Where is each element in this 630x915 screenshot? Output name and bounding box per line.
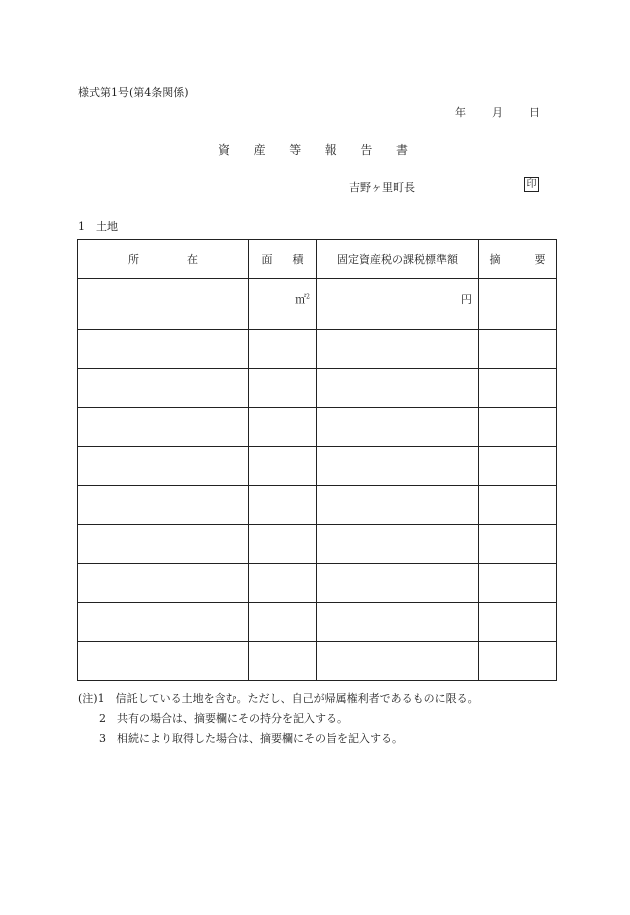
cell-area[interactable] [249, 279, 317, 330]
note-text: 1 信託している土地を含む。ただし、自己が帰属権利者であるものに限る。 [97, 692, 479, 705]
section-heading: 1 土地 [78, 220, 118, 233]
note-text: 2 共有の場合は、摘要欄にその持分を記入する。 [99, 712, 348, 725]
cell-remarks[interactable] [479, 279, 557, 330]
note-item [78, 709, 479, 729]
note-item [78, 729, 479, 749]
date-month: 月 [492, 106, 503, 119]
cell-location[interactable] [78, 564, 249, 603]
cell-location[interactable] [78, 330, 249, 369]
cell-tax-base[interactable] [317, 642, 479, 681]
table-row [78, 447, 557, 486]
cell-location[interactable] [78, 603, 249, 642]
cell-tax-base[interactable] [317, 369, 479, 408]
table-row [78, 330, 557, 369]
cell-tax-base[interactable] [317, 564, 479, 603]
cell-location[interactable] [78, 642, 249, 681]
cell-remarks[interactable] [479, 330, 557, 369]
cell-remarks[interactable] [479, 486, 557, 525]
cell-remarks[interactable] [479, 408, 557, 447]
table-row [78, 525, 557, 564]
header-location [78, 240, 249, 279]
title-char: 等 [289, 143, 302, 157]
cell-area[interactable] [249, 369, 317, 408]
cell-area[interactable] [249, 330, 317, 369]
header-remarks [479, 240, 557, 279]
cell-tax-base[interactable] [317, 486, 479, 525]
note-prefix: (注) [78, 692, 98, 705]
land-table [77, 239, 557, 681]
header-location-char: 所 [128, 253, 139, 266]
title-char: 資 [218, 143, 231, 157]
cell-area[interactable] [249, 408, 317, 447]
form-number: 様式第1号(第4条関係) [78, 86, 189, 99]
header-location-char: 在 [187, 253, 198, 266]
cell-area[interactable] [249, 564, 317, 603]
table-row [78, 486, 557, 525]
header-remarks-char: 摘 [489, 253, 501, 266]
title-char: 報 [324, 143, 337, 157]
cell-area[interactable] [249, 447, 317, 486]
addressee: 吉野ヶ里町長 [349, 181, 415, 194]
cell-area[interactable] [249, 486, 317, 525]
cell-location[interactable] [78, 525, 249, 564]
note-text: 3 相続により取得した場合は、摘要欄にその旨を記入する。 [99, 732, 403, 745]
header-tax-base: 固定資産税の課税標準額 [317, 240, 479, 279]
table-row [78, 642, 557, 681]
table-row [78, 603, 557, 642]
title-char: 書 [395, 143, 408, 157]
header-area-char: 積 [292, 253, 304, 266]
table-row [78, 564, 557, 603]
cell-tax-base[interactable] [317, 525, 479, 564]
date-day: 日 [529, 106, 540, 119]
header-area [249, 240, 317, 279]
cell-remarks[interactable] [479, 642, 557, 681]
header-area-char: 面 [261, 253, 273, 266]
unit-square-meter-sup: 2 [306, 293, 310, 301]
cell-location[interactable] [78, 279, 249, 330]
note-item [78, 689, 479, 709]
cell-tax-base[interactable] [317, 603, 479, 642]
cell-area[interactable] [249, 603, 317, 642]
cell-location[interactable] [78, 408, 249, 447]
cell-area[interactable] [249, 642, 317, 681]
cell-location[interactable] [78, 447, 249, 486]
cell-remarks[interactable] [479, 525, 557, 564]
unit-square-meter: ㎡ [295, 293, 307, 306]
date-line [455, 104, 540, 120]
table-row [78, 408, 557, 447]
cell-tax-base[interactable] [317, 447, 479, 486]
header-remarks-char: 要 [534, 253, 546, 266]
table-row [78, 369, 557, 408]
seal-mark: 印 [524, 177, 539, 192]
table-row [78, 279, 557, 330]
date-year: 年 [455, 106, 466, 119]
cell-remarks[interactable] [479, 447, 557, 486]
title-char: 産 [253, 143, 266, 157]
cell-tax-base[interactable] [317, 330, 479, 369]
title-char: 告 [360, 143, 373, 157]
cell-area[interactable] [249, 525, 317, 564]
cell-remarks[interactable] [479, 564, 557, 603]
cell-location[interactable] [78, 486, 249, 525]
cell-location[interactable] [78, 369, 249, 408]
document-title [218, 141, 408, 158]
cell-tax-base[interactable] [317, 279, 479, 330]
unit-yen: 円 [461, 293, 472, 306]
table-header-row [78, 240, 557, 279]
cell-remarks[interactable] [479, 369, 557, 408]
cell-remarks[interactable] [479, 603, 557, 642]
notes [78, 689, 479, 749]
cell-tax-base[interactable] [317, 408, 479, 447]
